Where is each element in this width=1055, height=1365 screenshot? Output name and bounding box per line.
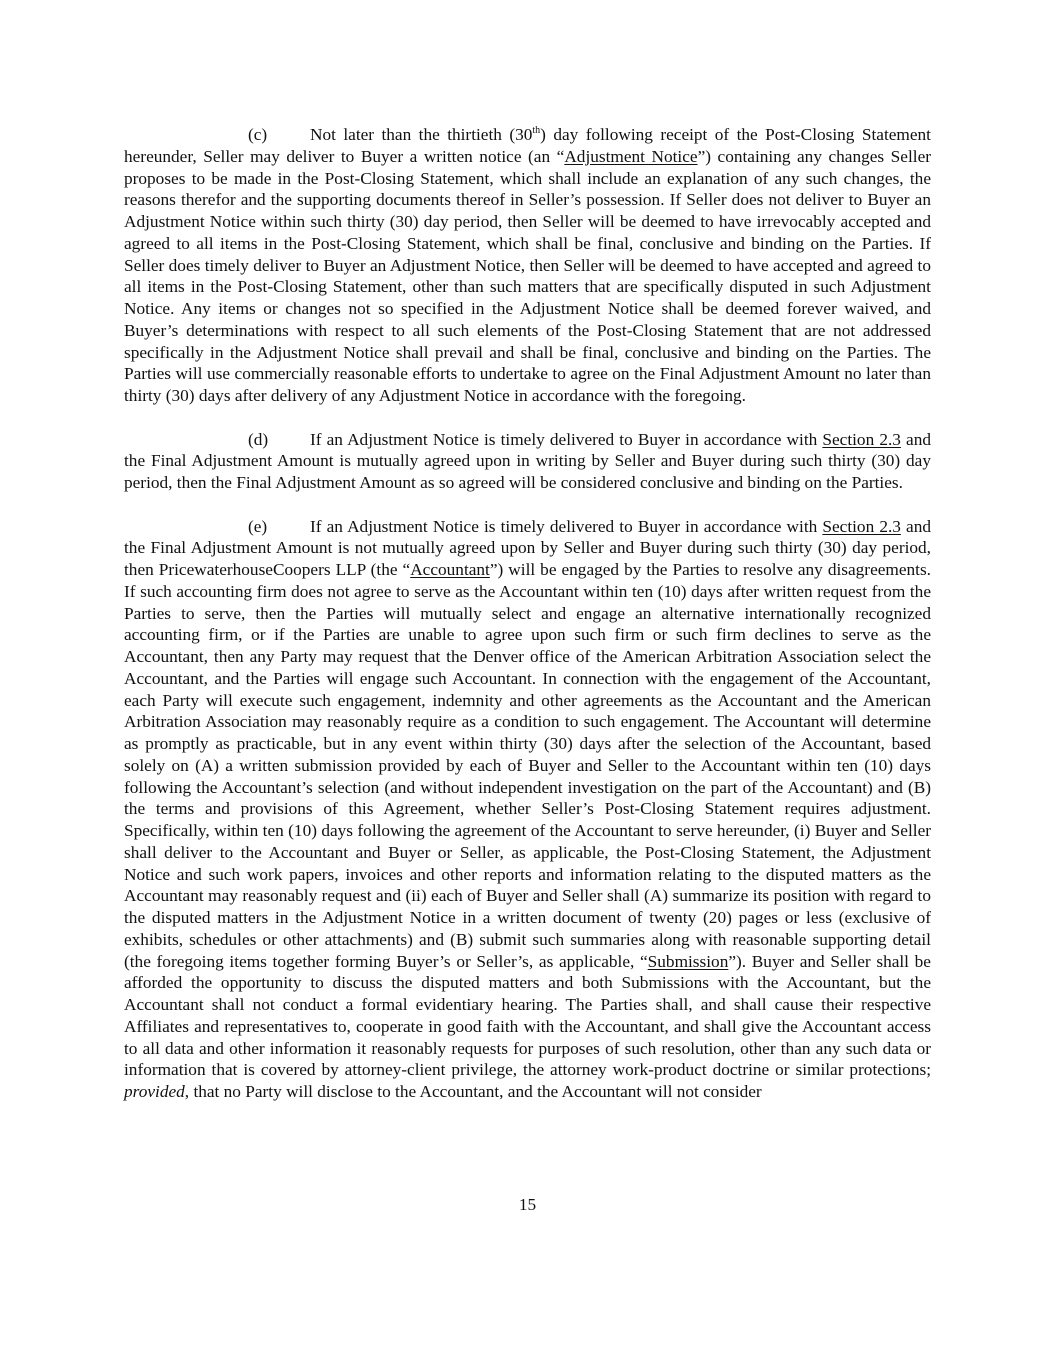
paragraph-e bbox=[124, 516, 931, 1103]
ordinal-superscript: th bbox=[532, 125, 541, 137]
paragraph-label-d: (d) bbox=[248, 429, 269, 449]
paragraph-d bbox=[124, 429, 931, 494]
paragraph-e-text-5: , that no Party will disclose to the Accountant, and the Accountant will not consider bbox=[184, 1082, 762, 1101]
paragraph-e-text-2: and the Final Adjustment Amount is not mutually agreed upon by Seller and Buyer during such thirty (30) day period, then PricewaterhouseCoopers LLP (the “ bbox=[124, 516, 931, 579]
document-body bbox=[124, 124, 931, 1125]
paragraph-e-text-4: ”). Buyer and Seller shall be afforded the opportunity to discuss the disputed matters and both Submissions with the Accountant, but the Accountant shall not conduct a formal evidentiary hearing. The Parties shall, and shall cause their respective Affiliates and representatives to, cooperate in good faith with the Accountant, and shall give the Accountant access to all data and other information it reasonably requests for purposes of such resolution, other than any such data or information that is covered by attorney-client privilege, the attorney work-product doctrine or similar protections; bbox=[124, 951, 931, 1080]
paragraph-label-e: (e) bbox=[248, 516, 268, 536]
paragraph-e-text-1: If an Adjustment Notice is timely delivered to Buyer in accordance with bbox=[310, 516, 823, 536]
paragraph-label-c: (c) bbox=[248, 125, 268, 144]
paragraph-d-text-2: and the Final Adjustment Amount is mutually agreed upon in writing by Seller and Buyer during such thirty (30) day period, then the Final Adjustment Amount as so agreed will be considered conclusive and binding on the Parties. bbox=[124, 429, 931, 492]
paragraph-c-text-2: ) day following receipt of the Post-Closing Statement hereunder, Seller may deliver to Buyer a written notice (an “ bbox=[124, 125, 931, 166]
paragraph-e-text-3: ”) will be engaged by the Parties to resolve any disagreements. If such accounting firm does not agree to serve as the Accountant within ten (10) days after written request from the Parties to serve, then the Parties will mutually select and engage an alternative internationally recognized accounting firm, or if the Parties are unable to agree upon such firm or such firm declines to serve as the Accountant, then any Party may request that the Denver office of the American Arbitration Association select the Accountant, and the Parties will engage such Accountant. In connection with the engagement of the Accountant, each Party will execute such engagement, indemnity and other agreements as the Accountant and the American Arbitration Association may reasonably require as a condition to such engagement. The Accountant will determine as promptly as practicable, but in any event within thirty (30) days after the selection of the Accountant, based solely on (A) a written submission provided by each of Buyer and Seller to the Accountant within ten (10) days following the Accountant’s selection (and without independent investigation on the part of the Accountant) and (B) the terms and provisions of this Agreement, whether Seller’s Post-Closing Statement requires adjustment. Specifically, within ten (10) days following the agreement of the Accountant to serve hereunder, (i) Buyer and Seller shall deliver to the Accountant and Buyer or Seller, as applicable, the Post-Closing Statement, the Adjustment Notice and such work papers, invoices and other reports and information relating to the disputed matters as the Accountant may reasonably request and (ii) each of Buyer and Seller shall (A) summarize its position with regard to the disputed matters in the Adjustment Notice in a written document of twenty (20) pages or less (exclusive of exhibits, schedules or other attachments) and (B) submit such summaries along with reasonable supporting detail (the foregoing items together forming Buyer’s or Seller’s, as applicable, “ bbox=[124, 560, 932, 971]
paragraph-c-text-1: Not later than the thirtieth (30 bbox=[310, 125, 533, 144]
paragraph-d-text-1: If an Adjustment Notice is timely delivered to Buyer in accordance with bbox=[310, 429, 823, 449]
section-reference-2-3: Section 2.3 bbox=[822, 429, 901, 449]
page-number: 15 bbox=[518, 1195, 537, 1214]
defined-term-adjustment-notice: Adjustment Notice bbox=[564, 146, 698, 166]
proviso-provided: provided bbox=[124, 1082, 185, 1101]
paragraph-c bbox=[124, 124, 931, 407]
defined-term-accountant: Accountant bbox=[410, 560, 490, 579]
defined-term-submission: Submission bbox=[647, 951, 729, 971]
section-reference-2-3: Section 2.3 bbox=[822, 516, 901, 536]
paragraph-c-text-3: ”) containing any changes Seller proposes to be made in the Post-Closing Statement, which shall include an explanation of any such changes, the reasons therefor and the supporting documents thereof in Seller’s possession. If Seller does not deliver to Buyer an Adjustment Notice within such thirty (30) day period, then Seller will be deemed to have irrevocably accepted and agreed to all items in the Post-Closing Statement, which shall be final, conclusive and binding on the Parties. If Seller does timely deliver to Buyer an Adjustment Notice, then Seller will be deemed to have accepted and agreed to all items in the Post-Closing Statement, other than such matters that are specifically disputed in such Adjustment Notice. Any items or changes not so specified in the Adjustment Notice shall be deemed forever waived, and Buyer’s determinations with respect to all such elements of the Post-Closing Statement that are not addressed specifically in the Adjustment Notice shall prevail and shall be final, conclusive and binding on the Parties. The Parties will use commercially reasonable efforts to undertake to agree on the Final Adjustment Amount no later than thirty (30) days after delivery of any Adjustment Notice in accordance with the foregoing. bbox=[124, 146, 931, 405]
